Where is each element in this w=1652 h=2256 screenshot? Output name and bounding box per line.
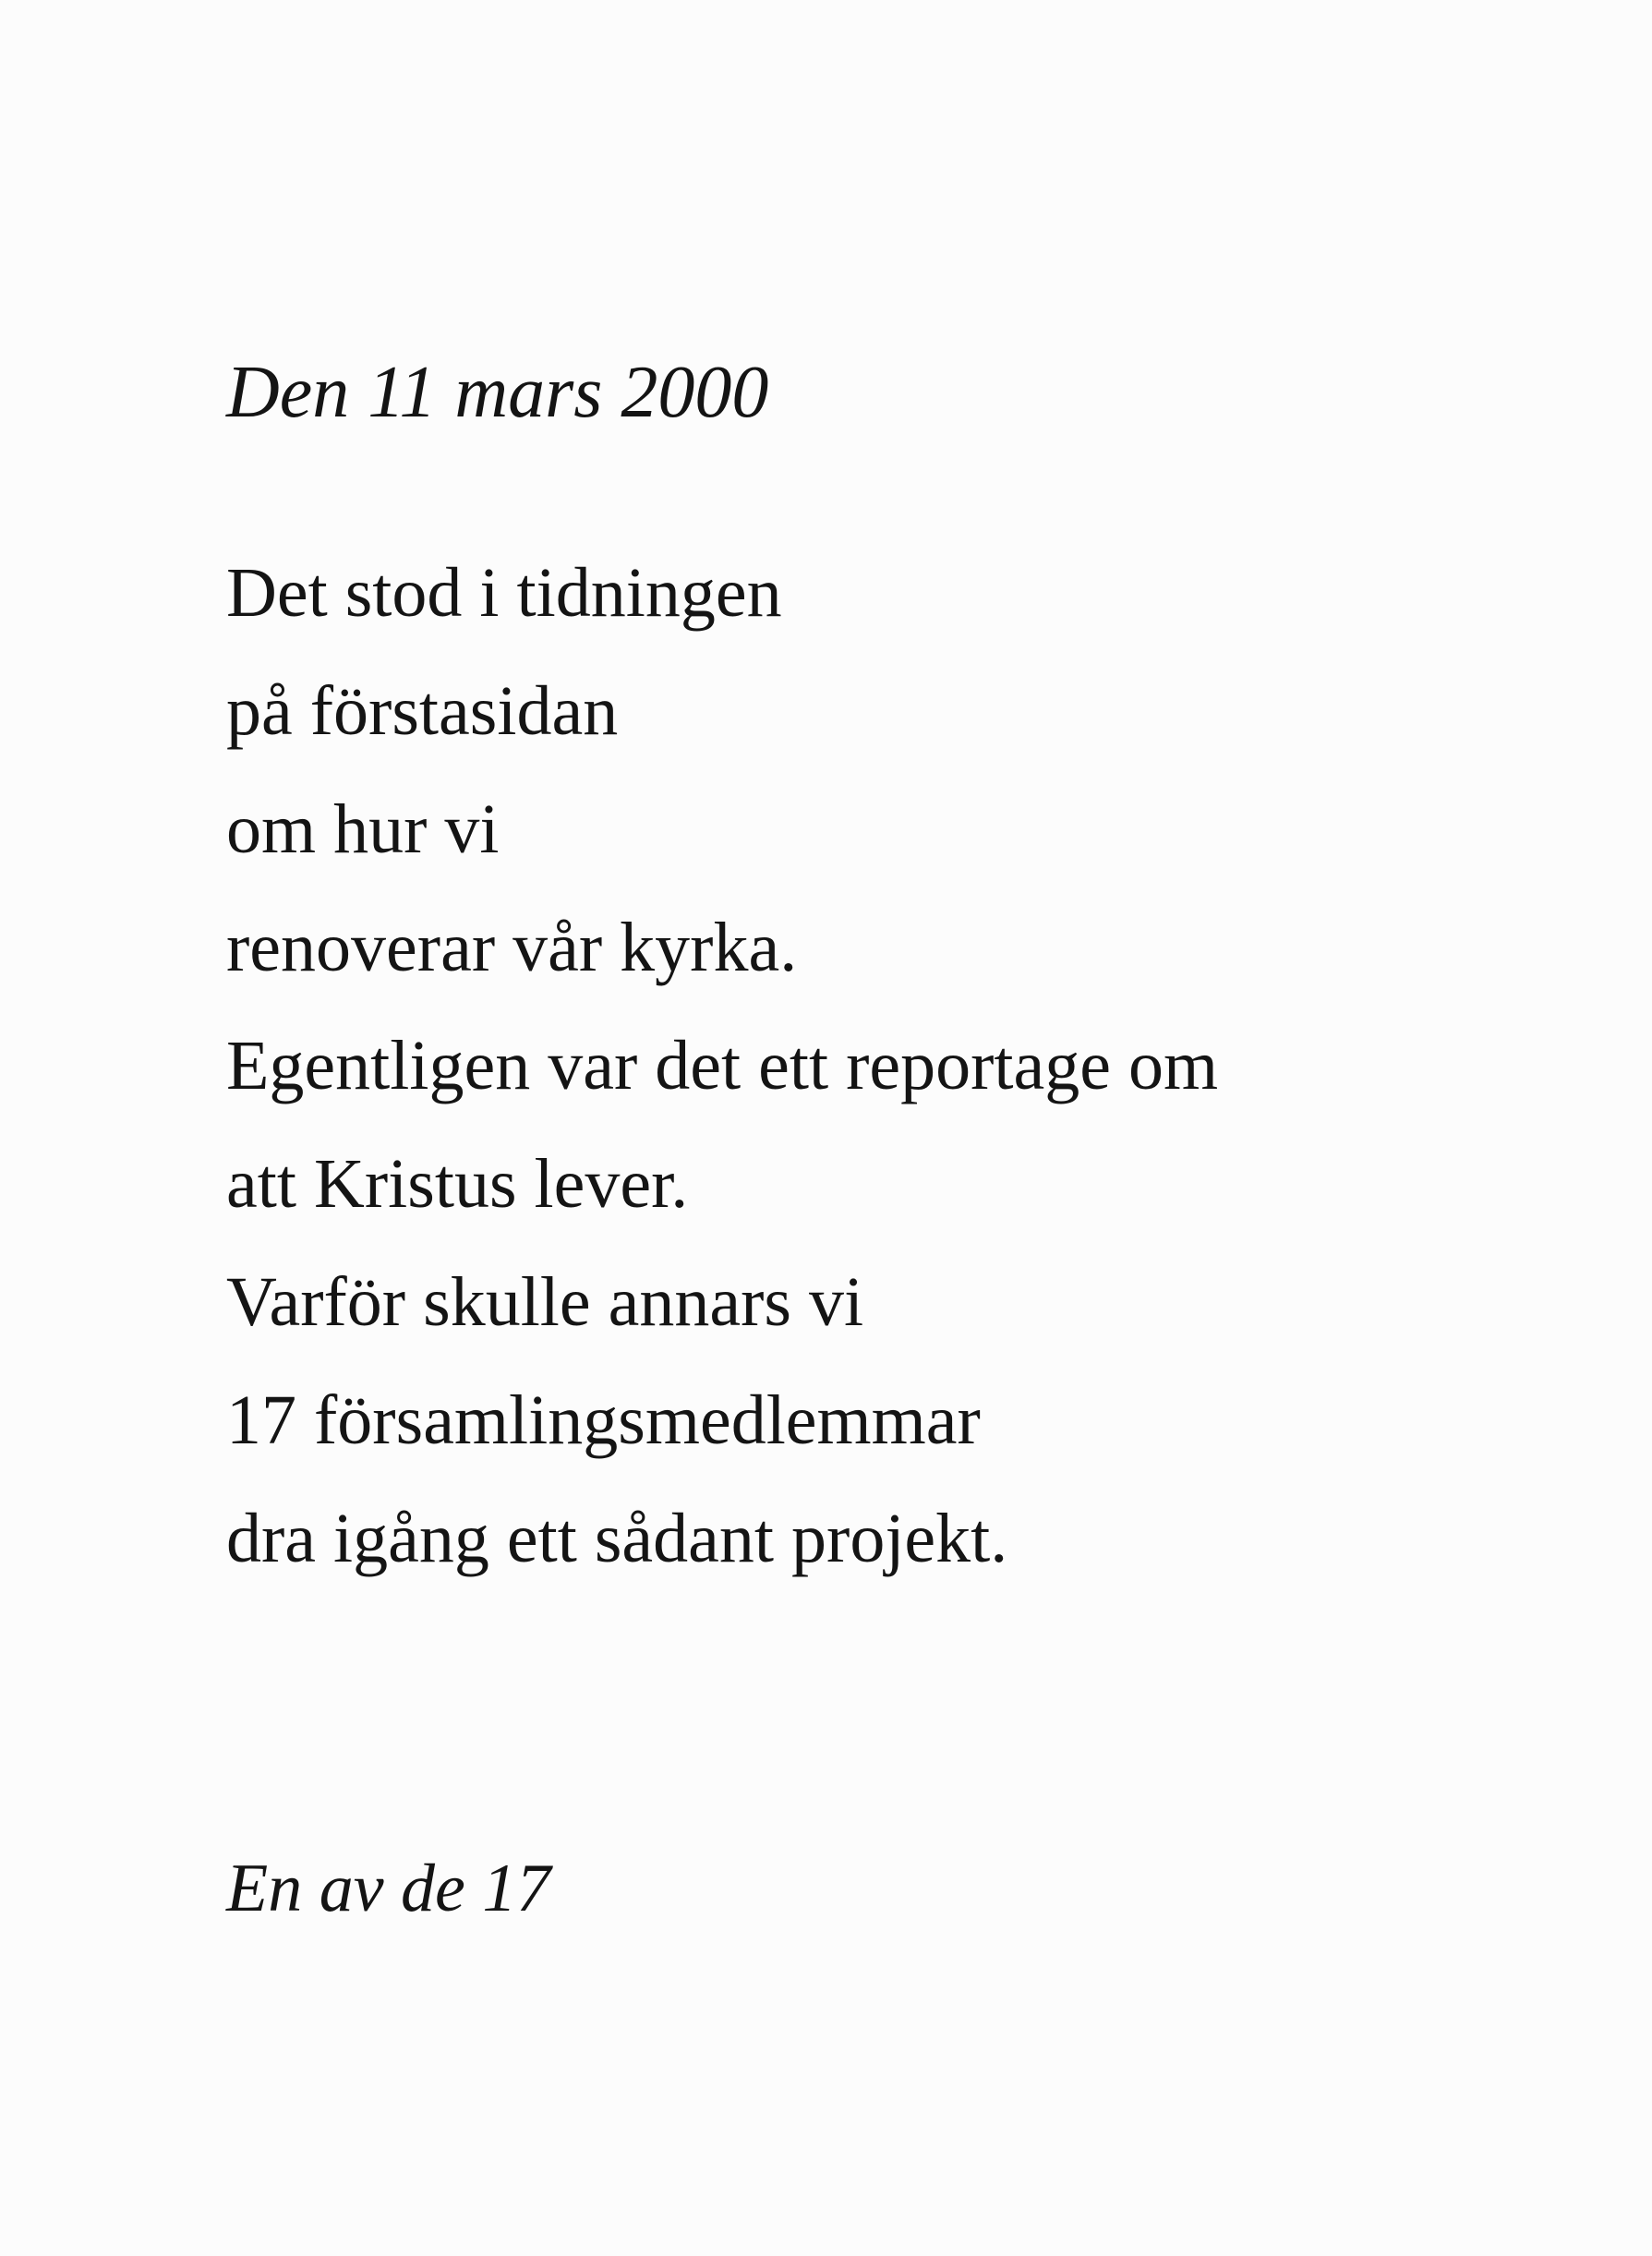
poem-line: på förstasidan	[226, 672, 619, 750]
poem-line: Det stod i tidningen	[226, 554, 782, 632]
poem-line: dra igång ett sådant projekt.	[226, 1500, 1008, 1577]
poem-line: att Kristus lever.	[226, 1145, 689, 1223]
poem-line: renoverar vår kyrka.	[226, 909, 798, 986]
poem-line: Varför skulle annars vi	[226, 1263, 864, 1341]
poem-line: 17 församlingsmedlemmar	[226, 1381, 981, 1459]
poem-line: Egentligen var det ett reportage om	[226, 1027, 1219, 1104]
date-line: Den 11 mars 2000	[226, 352, 769, 433]
signature: En av de 17	[226, 1851, 551, 1926]
poem-body	[226, 534, 1218, 1598]
poem-line: om hur vi	[226, 790, 500, 868]
